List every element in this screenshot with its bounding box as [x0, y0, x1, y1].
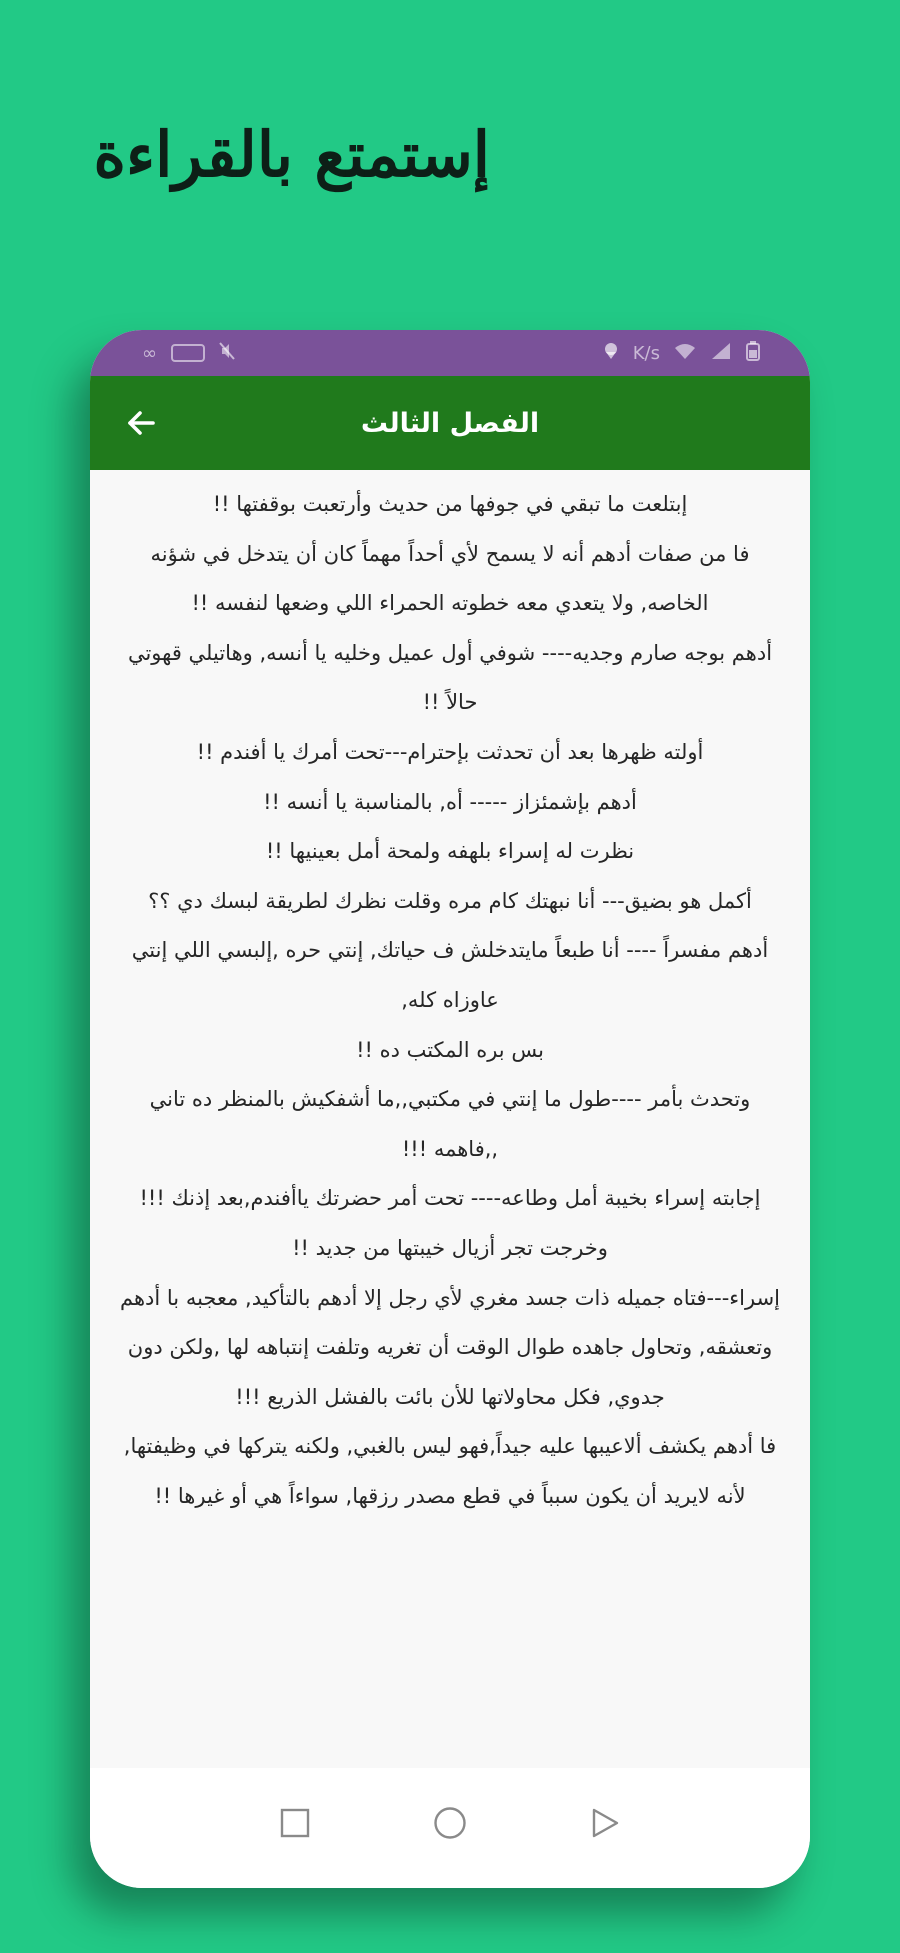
- phone-frame: [90, 330, 810, 1888]
- reading-content[interactable]: [90, 470, 810, 1768]
- infinity-icon: ∞: [142, 342, 157, 364]
- nav-back-button[interactable]: [585, 1803, 625, 1843]
- mute-icon: [219, 342, 235, 365]
- app-bar: [90, 376, 810, 470]
- triangle-back-icon: [590, 1807, 620, 1839]
- paragraph: إسراء---فتاه جميله ذات جسد مغري لأي رجل إلا أدهم بالتأكيد, معجبه با أدهم وتعشقه, وتحاول جاهده طوال الوقت أن تغريه وتلفت إنتباهه لها ,ولكن دون جدوي, فكل محاولاتها للأن بائت بالفشل الذريع !!!: [119, 1285, 780, 1409]
- paragraph: بس بره المكتب ده !!: [356, 1037, 544, 1062]
- notification-box-icon: [171, 344, 205, 362]
- paragraph: أدهم مفسراً ---- أنا طبعاً مايتدخلش ف حياتك, إنتي حره ,إلبسي اللي إنتي عاوزاه كله,: [131, 938, 769, 1012]
- system-nav-bar: [90, 1768, 810, 1888]
- network-speed-label: K/s: [632, 342, 660, 364]
- location-icon: [603, 342, 619, 365]
- status-left-group: [142, 342, 235, 365]
- paragraph: إجابته إسراء بخيبة أمل وطاعه---- تحت أمر حضرتك ياأفندم,بعد إذنك !!!: [139, 1186, 761, 1211]
- circle-home-icon: [433, 1806, 467, 1840]
- chapter-title: الفصل الثالث: [360, 407, 540, 439]
- status-right-group: [603, 341, 760, 366]
- paragraph: أدهم بإشمئزاز ----- أه, بالمناسبة يا أنسه !!: [263, 789, 637, 814]
- home-button[interactable]: [430, 1803, 470, 1843]
- paragraph: فا من صفات أدهم أنه لا يسمح لأي أحداً مهماً كان أن يتدخل في شؤنه الخاصه, ولا يتعدي معه خطوته الحمراء اللي وضعها لنفسه !!: [150, 541, 750, 616]
- paragraph: أكمل هو بضيق--- أنا نبهتك كام مره وقلت نظرك لطريقة لبسك دي ؟؟: [148, 888, 752, 913]
- signal-icon: [710, 342, 732, 365]
- recents-button[interactable]: [275, 1803, 315, 1843]
- paragraph: إبتلعت ما تبقي في جوفها من حديث وأرتعبت بوقفتها !!: [212, 492, 688, 516]
- status-bar: [90, 330, 810, 376]
- paragraph: وخرجت تجر أزيال خيبتها من جديد !!: [292, 1235, 608, 1260]
- paragraph: أدهم بوجه صارم وجديه---- شوفي أول عميل وخليه يا أنسه, وهاتيلي قهوتي حالاً !!: [127, 640, 773, 715]
- paragraph: فا أدهم يكشف ألاعيبها عليه جيداً,فهو ليس بالغبي, ولكنه يتركها في وظيفتها,: [123, 1434, 777, 1459]
- paragraph: وتحدث بأمر ----طول ما إنتي في مكتبي,,ما أشفكيش بالمنظر ده تاني ,,فاهمه !!!: [149, 1087, 751, 1161]
- wifi-icon: [674, 342, 696, 365]
- square-recents-icon: [280, 1808, 310, 1838]
- paragraph: أولته ظهرها بعد أن تحدثت بإحترام---تحت أمرك يا أفندم !!: [196, 739, 704, 764]
- battery-icon: [746, 341, 760, 366]
- paragraph: نظرت له إسراء بلهفه ولمحة أمل بعينيها !!: [265, 839, 635, 864]
- paragraph: لأنه لايريد أن يكون سبباً في قطع مصدر رزقها, سواءاً هي أو غيرها !!: [154, 1483, 746, 1508]
- promo-headline: إستمتع بالقراءة: [93, 118, 490, 191]
